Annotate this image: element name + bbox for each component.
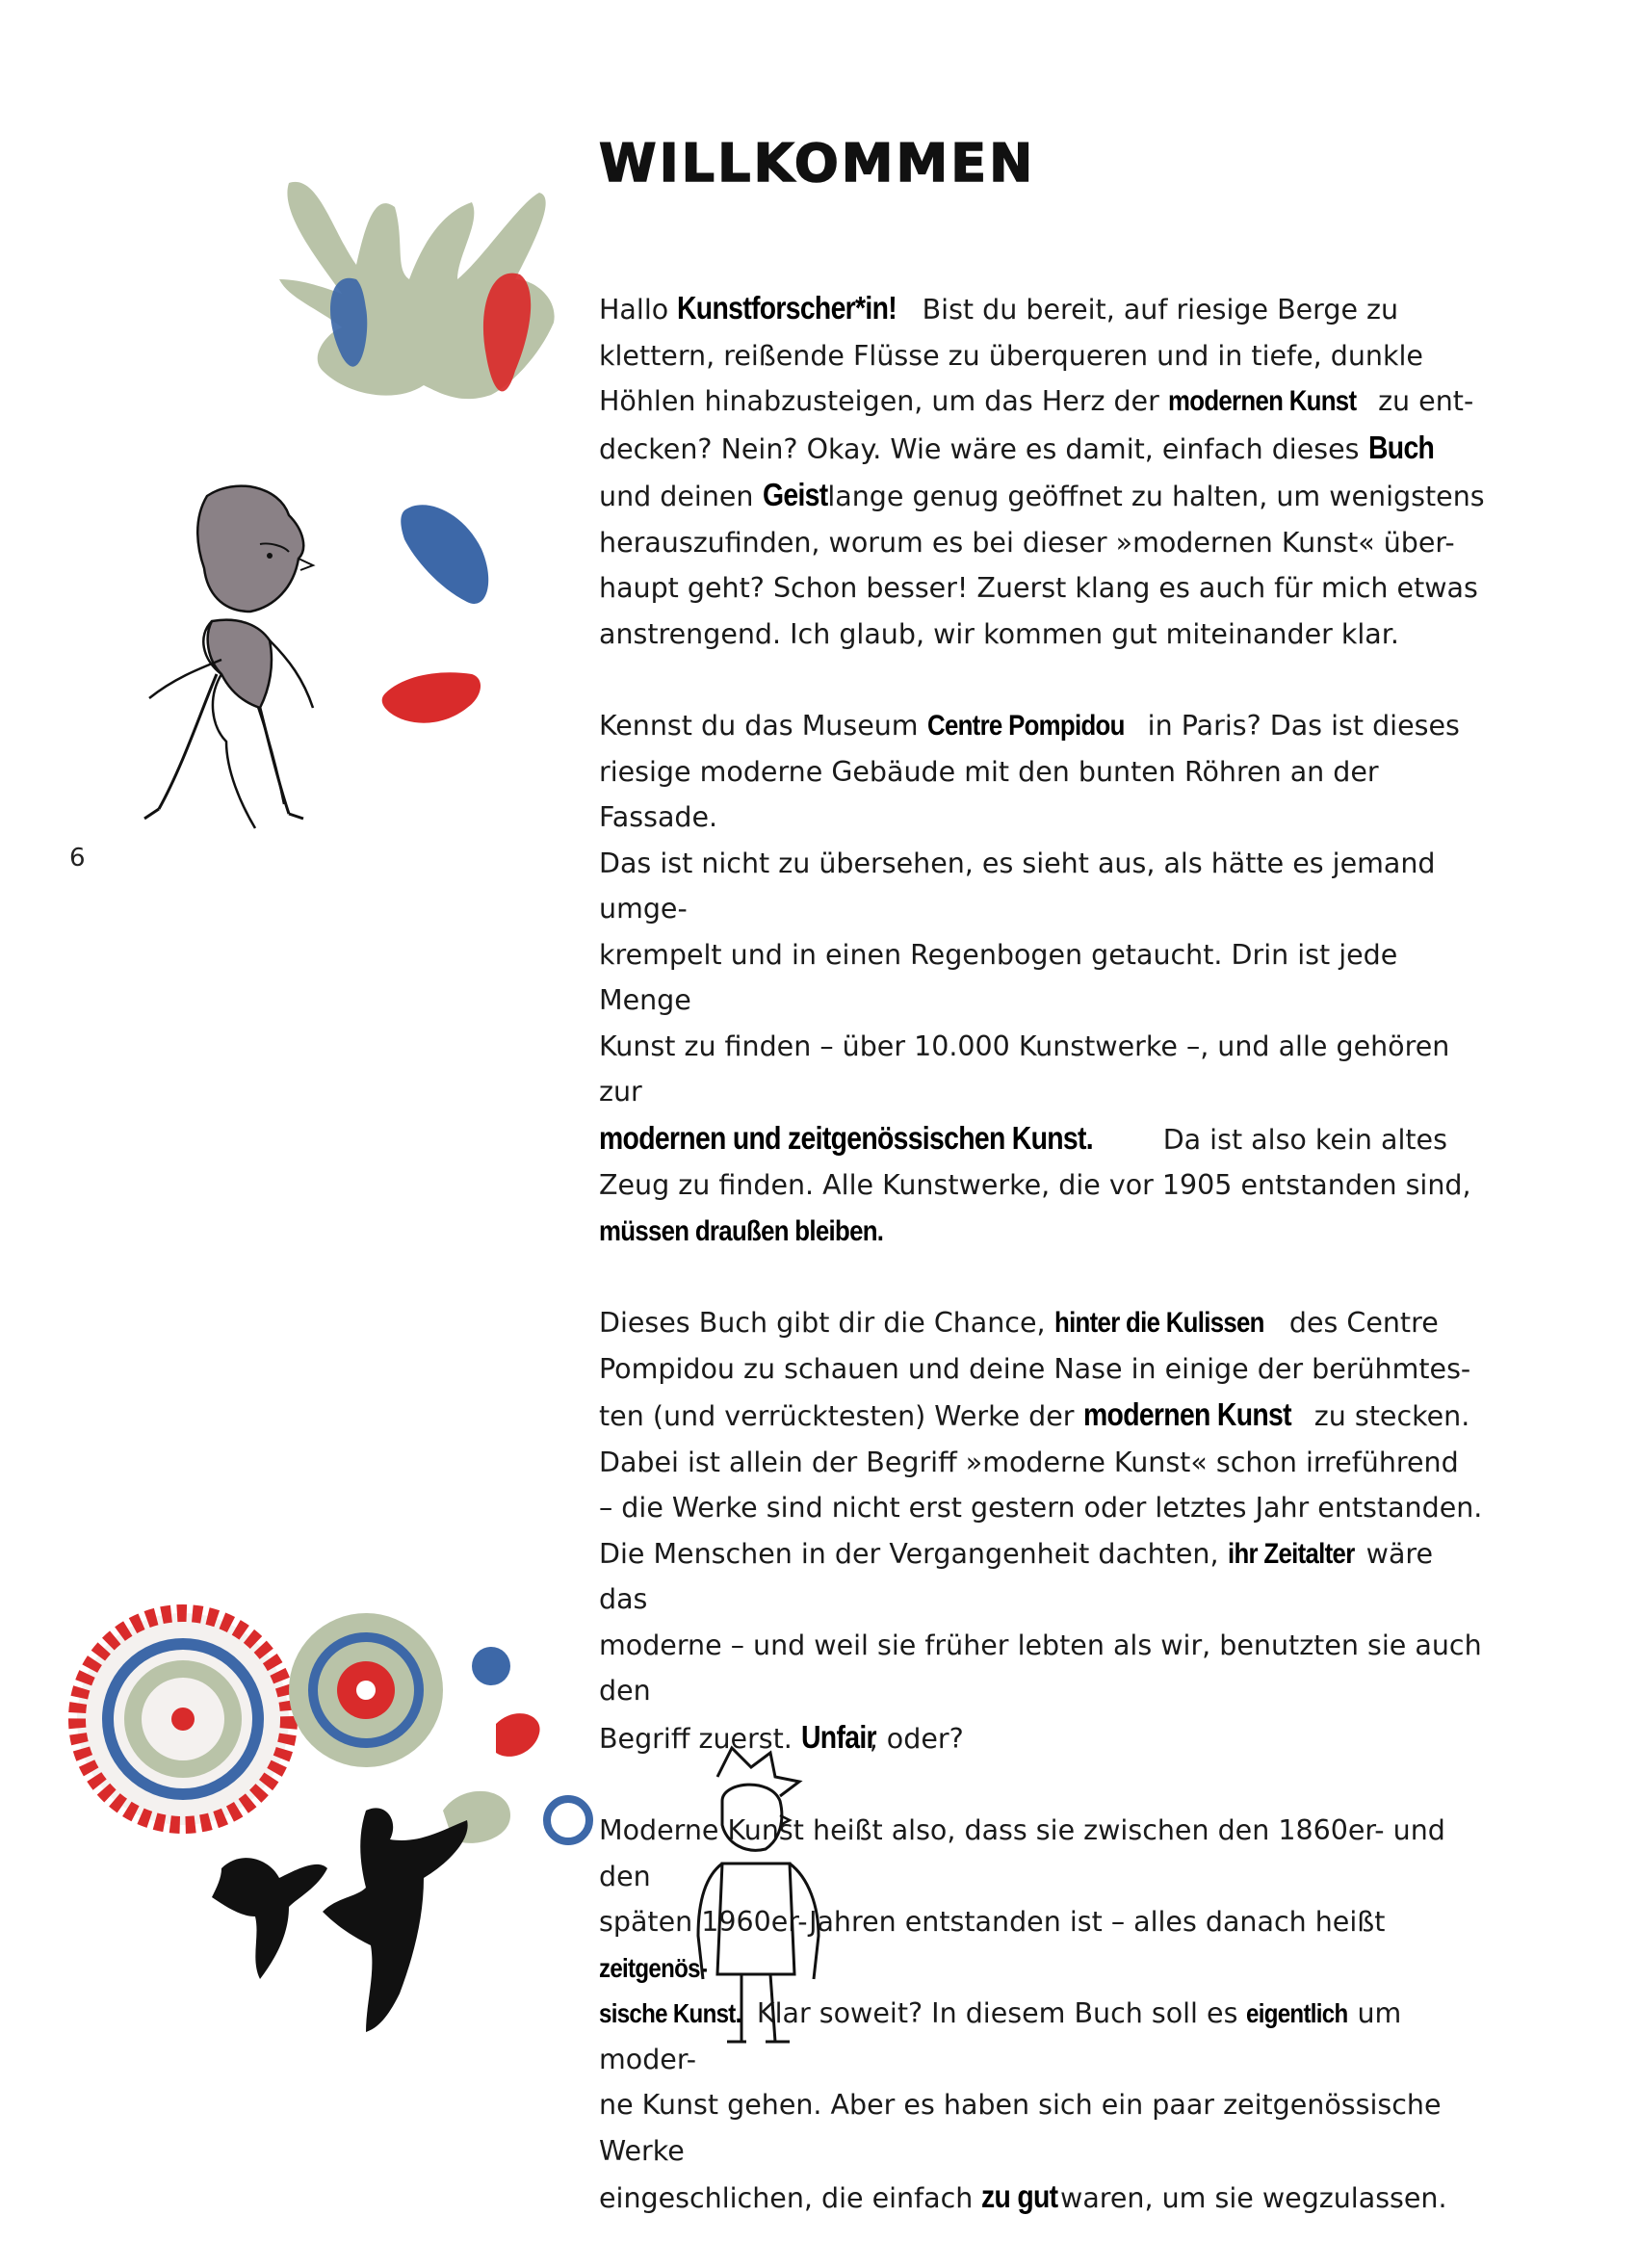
emphasis-text: Kunstforscher*in! — [677, 290, 897, 326]
body-text-segment: wäre das — [599, 1537, 1434, 1615]
page-number: 6 — [69, 844, 86, 873]
body-text-segment: Höhlen hinabzusteigen, um das Herz der — [599, 385, 1168, 417]
paragraph — [599, 285, 1485, 657]
body-text-segment: Zeug zu finden. Alle Kunstwerke, die vor 1905 entstanden sind, — [599, 1169, 1471, 1201]
body-text-segment: Begriff zuerst. — [599, 1722, 801, 1755]
body-text-segment: , oder? — [869, 1722, 964, 1755]
body-text-segment: krempelt und in einen Regenbogen getaucht. Drin ist jede Menge — [599, 938, 1398, 1016]
emphasis-text: Geist — [762, 477, 828, 512]
hand-illustration — [250, 164, 578, 453]
emphasis-text: modernen Kunst — [1082, 1396, 1291, 1432]
body-text-segment: anstrengend. Ich glaub, wir kommen gut miteinander klar. — [599, 617, 1399, 650]
body-text-segment: zu stecken. — [1305, 1400, 1470, 1432]
body-text-segment: zu ent- — [1369, 385, 1474, 417]
body-text-segment: des Centre — [1280, 1307, 1439, 1339]
body-text-segment: herauszufinden, worum es bei dieser »modernen Kunst« über- — [599, 526, 1455, 559]
emphasis-text: modernen und zeitgenössischen Kunst. — [599, 1119, 1093, 1156]
body-text-segment: klettern, reißende Flüsse zu überqueren und in tiefe, dunkle — [599, 339, 1423, 372]
body-text-segment: Klar soweit? In diesem Buch soll es — [747, 1997, 1247, 2029]
body-text-segment: eingeschlichen, die einfach — [599, 2182, 982, 2214]
body-text-segment: späten 1960er-Jahren entstanden ist – alles danach heißt — [599, 1906, 1386, 1938]
emphasis-text: zeitgenös- — [599, 1952, 708, 1983]
body-text-segment: Dabei ist allein der Begriff »moderne Kunst« schon irreführend — [599, 1446, 1459, 1478]
blue-petal-illustration — [395, 491, 501, 616]
red-petal-illustration — [376, 655, 491, 732]
body-text-segment: Kennst du das Museum — [599, 710, 927, 742]
body-text-segment: Bist du bereit, auf riesige Berge zu — [913, 294, 1399, 326]
body-text-segment: Dieses Buch gibt dir die Chance, — [599, 1307, 1054, 1339]
emphasis-text: sische Kunst. — [599, 1998, 741, 2028]
paragraph — [599, 703, 1485, 1254]
body-text-segment: Hallo — [599, 294, 678, 326]
body-text-segment: lange genug geöffnet zu halten, um wenigstens — [819, 481, 1485, 512]
emphasis-text: Buch — [1367, 429, 1434, 465]
emphasis-text: müssen draußen bleiben. — [599, 1214, 884, 1247]
body-text-segment: und deinen — [599, 481, 763, 512]
body-text-segment: Moderne Kunst heißt also, dass sie zwischen den 1860er- und den — [599, 1814, 1445, 1892]
body-text-segment: decken? Nein? Okay. Wie wäre es damit, einfach dieses — [599, 432, 1368, 465]
page-title: WILLKOMMEN — [599, 133, 1036, 194]
body-text-segment: in Paris? Das ist dieses — [1138, 710, 1460, 742]
emphasis-text: Unfair — [800, 1718, 876, 1755]
emphasis-text: modernen Kunst — [1167, 385, 1357, 417]
emphasis-text: zu gut — [981, 2178, 1058, 2214]
body-text-segment: – die Werke sind nicht erst gestern oder letztes Jahr entstanden. — [599, 1492, 1483, 1524]
emphasis-text: hinter die Kulissen — [1053, 1307, 1264, 1339]
body-text-segment: ne Kunst gehen. Aber es haben sich ein paar zeitgenössische Werke — [599, 2089, 1442, 2167]
body-text-segment: waren, um sie wegzulassen. — [1051, 2182, 1447, 2214]
emphasis-text: eigentlich — [1246, 1998, 1349, 2028]
man-with-hat-illustration — [684, 1743, 838, 2051]
body-text-segment: Die Menschen in der Vergangenheit dachten, — [599, 1537, 1228, 1570]
emphasis-text: ihr Zeitalter — [1227, 1537, 1355, 1570]
body-text-segment: Pompidou zu schauen und deine Nase in einige der berühmtes- — [599, 1352, 1471, 1385]
body-text-segment: Kunst zu finden – über 10.000 Kunstwerke –, und alle gehören zur — [599, 1030, 1450, 1108]
body-text-segment: Das ist nicht zu übersehen, es sieht aus, als hätte es jemand umge- — [599, 847, 1436, 925]
paragraph — [599, 1300, 1485, 1761]
body-text-segment: ten (und verrücktesten) Werke der — [599, 1400, 1083, 1432]
body-text-segment: haupt geht? Schon besser! Zuerst klang es auch für mich etwas — [599, 572, 1478, 604]
silhouettes-illustration — [193, 1791, 501, 2042]
walking-figure-illustration — [116, 477, 356, 843]
body-text-segment: um moder- — [599, 1997, 1402, 2075]
body-text-segment: Da ist also kein altes — [1154, 1123, 1447, 1156]
body-text-segment: riesige moderne Gebäude mit den bunten Röhren an der Fassade. — [599, 755, 1379, 833]
body-text-segment: moderne – und weil sie früher lebten als wir, benutzten sie auch den — [599, 1629, 1482, 1707]
emphasis-text: Centre Pompidou — [926, 710, 1125, 742]
